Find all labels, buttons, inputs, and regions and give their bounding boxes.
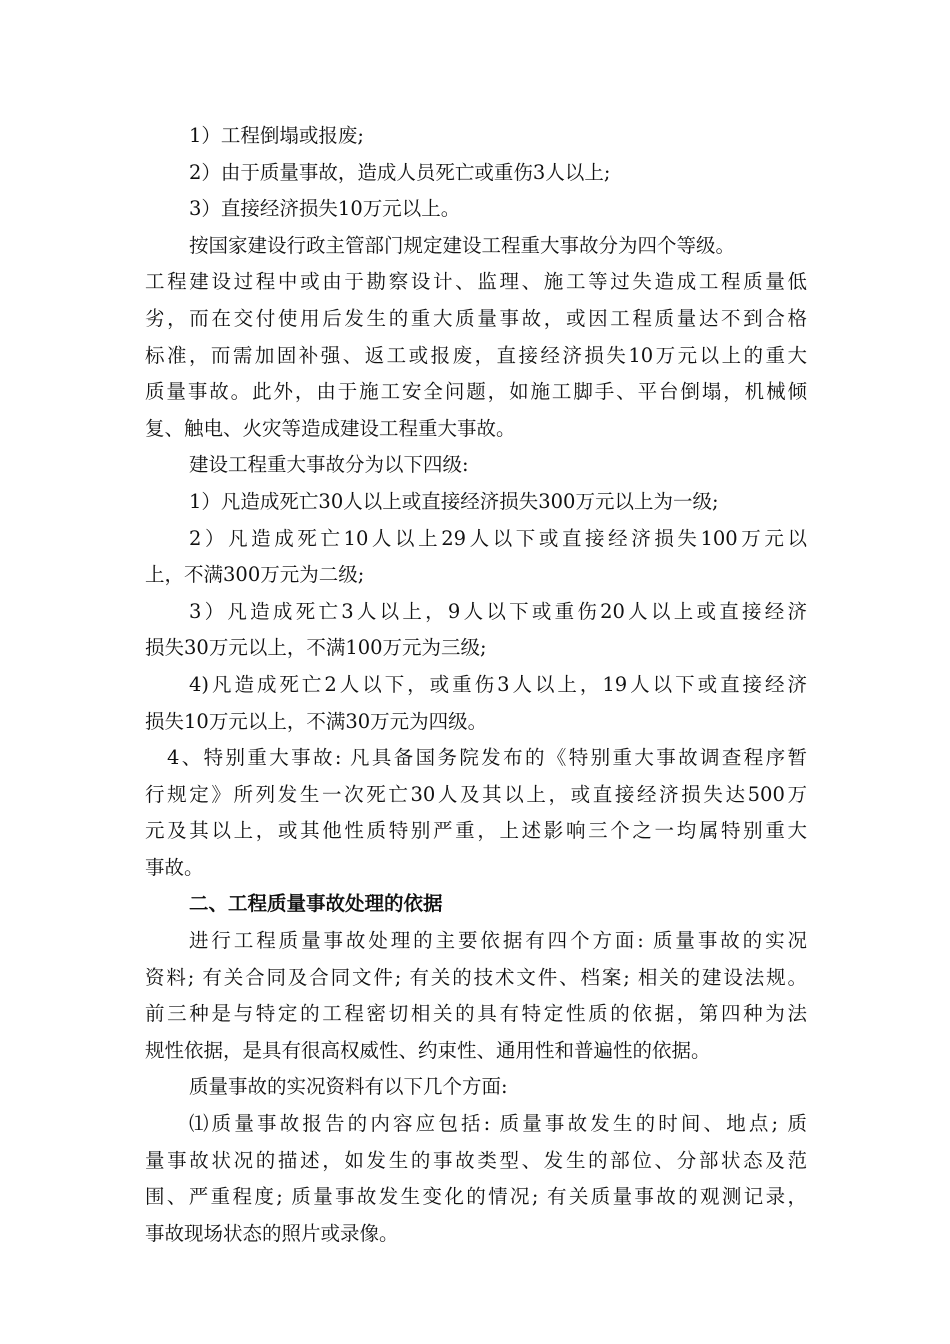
list-item: 2）由于质量事故，造成人员死亡或重伤3人以上; <box>189 160 611 184</box>
list-item-continuation: 围、严重程度; 质量事故发生变化的情况; 有关质量事故的观测记录， <box>145 1185 807 1209</box>
paragraph-line: 资料; 有关合同及合同文件; 有关的技术文件、档案; 相关的建设法规。 <box>145 965 807 989</box>
paragraph-line: 4、特别重大事故: 凡具备国务院发布的《特别重大事故调查程序暂 <box>167 746 807 770</box>
list-item-continuation: 损失10万元以上，不满30万元为四级。 <box>145 709 488 733</box>
paragraph-line: 质量事故。此外，由于施工安全问题，如施工脚手、平台倒塌，机械倾 <box>145 380 807 404</box>
paragraph-line: 复、触电、火灾等造成建设工程重大事故。 <box>145 416 516 440</box>
paragraph-line: 按国家建设行政主管部门规定建设工程重大事故分为四个等级。 <box>189 233 736 257</box>
paragraph-line: 质量事故的实况资料有以下几个方面: <box>189 1075 508 1099</box>
list-item: 2）凡造成死亡10人以上29人以下或直接经济损失100万元以 <box>189 526 807 550</box>
list-item: 3）直接经济损失10万元以上。 <box>189 197 461 221</box>
paragraph-line: 标准，而需加固补强、返工或报废，直接经济损失10万元以上的重大 <box>145 343 807 367</box>
list-item-continuation: 事故现场状态的照片或录像。 <box>145 1221 399 1245</box>
paragraph-line: 建设工程重大事故分为以下四级: <box>189 453 469 477</box>
paragraph-line: 行规定》所列发生一次死亡30人及其以上，或直接经济损失达500万 <box>145 782 807 806</box>
list-item: 1）工程倒塌或报废; <box>189 124 364 147</box>
section-heading: 二、工程质量事故处理的依据 <box>189 892 443 916</box>
list-item-continuation: 量事故状况的描述，如发生的事故类型、发生的部位、分部状态及范 <box>145 1148 807 1172</box>
list-item: 4)凡造成死亡2人以下，或重伤3人以上，19人以下或直接经济 <box>189 672 807 696</box>
list-item: 1）凡造成死亡30人以上或直接经济损失300万元以上为一级; <box>189 489 719 513</box>
paragraph-line: 事故。 <box>145 855 204 879</box>
paragraph-line: 工程建设过程中或由于勘察设计、监理、施工等过失造成工程质量低 <box>145 270 807 294</box>
paragraph-line: 规性依据，是具有很高权威性、约束性、通用性和普遍性的依据。 <box>145 1038 711 1062</box>
paragraph-line: 进行工程质量事故处理的主要依据有四个方面: 质量事故的实况 <box>189 929 807 953</box>
paragraph-line: 前三种是与特定的工程密切相关的具有特定性质的依据，第四种为法 <box>145 1002 807 1026</box>
list-item: ⑴质量事故报告的内容应包括: 质量事故发生的时间、地点; 质 <box>189 1112 807 1136</box>
paragraph-line: 元及其以上，或其他性质特别严重，上述影响三个之一均属特别重大 <box>145 819 807 843</box>
paragraph-line: 劣，而在交付使用后发生的重大质量事故，或因工程质量达不到合格 <box>145 306 807 330</box>
list-item-continuation: 损失30万元以上，不满100万元为三级; <box>145 636 487 660</box>
document-body <box>145 118 807 1252</box>
list-item-continuation: 上，不满300万元为二级; <box>145 563 365 587</box>
list-item: 3）凡造成死亡3人以上，9人以下或重伤20人以上或直接经济 <box>189 599 807 623</box>
